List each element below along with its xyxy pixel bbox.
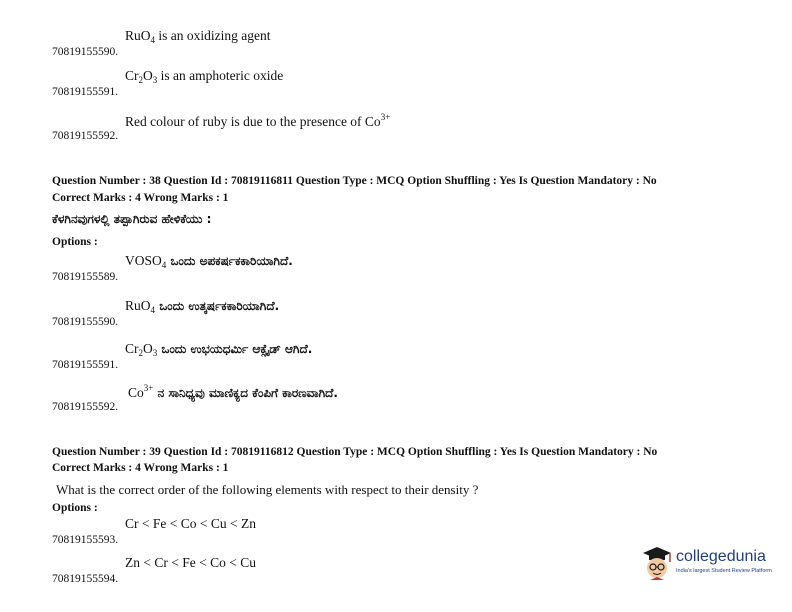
question-text: ಕೆಳಗಿನವುಗಳಲ್ಲಿ ತಪ್ಪಾಗಿರುವ ಹೇಳಿಕೆಯು : xyxy=(52,212,212,226)
option-id: 70819155590. xyxy=(52,316,119,328)
logo-brand: collegedunia xyxy=(676,548,766,565)
question-text: What is the correct order of the following elements with respect to their density ? xyxy=(56,482,479,497)
mascot-icon xyxy=(640,544,674,582)
option-text: Zn < Cr < Fe < Co < Cu xyxy=(125,555,256,570)
option-id: 70819155592. xyxy=(52,130,119,142)
options-label: Options : xyxy=(52,236,98,248)
option-text: RuO$_4$ is an oxidizing agent xyxy=(125,28,271,45)
option-id: 70819155591. xyxy=(52,86,119,98)
option-id: 70819155591. xyxy=(52,359,119,371)
option-id: 70819155592. xyxy=(52,401,119,413)
option-id: 70819155589. xyxy=(52,271,119,283)
marks-line: Correct Marks : 4 Wrong Marks : 1 xyxy=(52,462,229,474)
option-id: 70819155594. xyxy=(52,573,119,585)
marks-line: Correct Marks : 4 Wrong Marks : 1 xyxy=(52,192,229,204)
option-id: 70819155590. xyxy=(52,46,119,58)
options-label: Options : xyxy=(52,502,98,514)
question-header: Question Number : 39 Question Id : 70819116812 Question Type : MCQ Option Shuffling : Yes Is Question Mandatory : No xyxy=(52,446,658,458)
option-text: $VOSO_4$ ಒಂದು ಅಪಕರ್ಷಕಕಾರಿಯಾಗಿದೆ. xyxy=(125,253,293,270)
option-text: Cr < Fe < Co < Cu < Zn xyxy=(125,516,256,531)
option-text: RuO$_4$ ಒಂದು ಉತ್ಕರ್ಷಕಕಾರಿಯಾಗಿದೆ. xyxy=(125,298,280,315)
option-id: 70819155593. xyxy=(52,534,119,546)
question-header: Question Number : 38 Question Id : 70819116811 Question Type : MCQ Option Shuffling : Yes Is Question Mandatory : No xyxy=(52,175,657,187)
logo-tagline: India's largest Student Review Platform xyxy=(676,568,772,574)
option-text: $Cr_2O_3$ is an amphoteric oxide xyxy=(125,68,284,85)
option-text: $Cr_2O_3$ ಒಂದು ಉಭಯಧರ್ಮಿ ಆಕ್ಸೈಡ್ ಆಗಿದೆ. xyxy=(125,341,313,358)
option-text: Red colour of ruby is due to the presence of $Co^{3+}$ xyxy=(125,112,391,129)
collegedunia-logo xyxy=(640,544,770,584)
option-text: $Co^{3+}$ ನ ಸಾನಿಧ್ಯವು ಮಾಣಿಕ್ಯದ ಕೆಂಪಿಗೆ ಕಾರಣವಾಗಿದೆ. xyxy=(128,383,338,400)
